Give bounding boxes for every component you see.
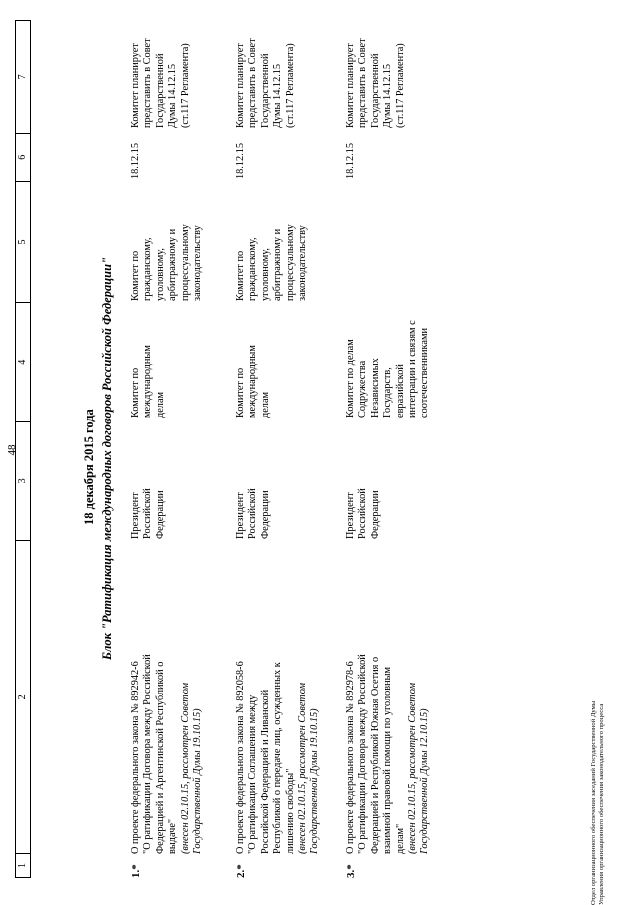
co-committee-line: гражданскому, xyxy=(142,237,154,301)
table-row xyxy=(130,20,240,878)
committee-line: евразийской xyxy=(394,364,406,418)
bill-note-line: (внесен 02.10.15, рассмотрен Советом xyxy=(297,682,309,854)
initiator-line: Российской xyxy=(247,488,259,539)
bill-title-line: "О ратификации Договора между Российской xyxy=(142,654,154,854)
column-number: 2 xyxy=(16,540,30,853)
committee-line: международным xyxy=(247,345,259,418)
committee-line: делам xyxy=(154,391,166,418)
bill-title-line: О проекте федерального закона № 892978-6 xyxy=(345,661,356,854)
row-number: 3.* xyxy=(345,864,357,878)
initiator-line: Федерации xyxy=(259,490,271,539)
bill-title-line: Федерацией и Аргентинской Республикой о xyxy=(154,661,166,854)
plan-line: (ст.117 Регламента) xyxy=(179,43,191,128)
responsible-committee xyxy=(130,308,167,418)
review-date: 18.12.15 xyxy=(235,142,246,179)
co-committee-line: гражданскому, xyxy=(247,237,259,301)
column-number: 3 xyxy=(16,421,30,540)
committee-line: Комитет по xyxy=(130,367,141,418)
plan-line: Думы 14.12.15 xyxy=(167,63,179,128)
bill-title-line: выдаче" xyxy=(167,818,179,854)
bill-description xyxy=(345,564,432,854)
bill-title-line: делам" xyxy=(394,823,406,854)
co-committee-line: арбитражному и xyxy=(167,228,179,301)
committee-line: интеграции и связям с xyxy=(407,320,419,418)
co-committee-line: законодательству xyxy=(192,225,204,301)
co-committee-line: Комитет по xyxy=(235,250,246,301)
bill-note-line: Государственной Думы 19.10.15) xyxy=(192,708,204,854)
bill-title-line: "О ратификации Соглашения между xyxy=(247,694,259,854)
review-date: 18.12.15 xyxy=(130,142,141,179)
committee-line: Государств, xyxy=(382,367,394,418)
co-committee-line: законодательству xyxy=(297,225,309,301)
co-committee-line: Комитет по xyxy=(130,250,141,301)
footer-line: Отдел организационного обеспечения заседаний Государственной Думы xyxy=(590,700,597,905)
column-number: 7 xyxy=(17,74,28,80)
co-committee xyxy=(130,181,204,301)
plan-line: представить в Совет xyxy=(247,38,259,128)
initiator-line: Российской xyxy=(357,488,369,539)
committee-line: Комитет по xyxy=(235,367,246,418)
co-committee-line: уголовному, xyxy=(154,248,166,301)
plan-line: Думы 14.12.15 xyxy=(382,63,394,128)
column-number-row xyxy=(15,20,31,878)
column-number: 4 xyxy=(16,302,30,421)
co-committee xyxy=(235,181,309,301)
review-date: 18.12.15 xyxy=(345,142,356,179)
co-committee-line: арбитражному и xyxy=(272,228,284,301)
footer xyxy=(590,545,606,905)
row-number: 1.* xyxy=(130,864,142,878)
bill-title-line: Российской Федерацией и Ливанской xyxy=(259,689,271,854)
plan-line: Комитет планирует xyxy=(130,43,141,128)
co-committee-line: процессуальному xyxy=(284,224,296,301)
page-number: 48 xyxy=(6,444,18,456)
bill-note-line: (внесен 02.10.15, рассмотрен Советом xyxy=(407,682,419,854)
footer-line: Управления организационного обеспечения законодательного процесса xyxy=(598,703,605,905)
plan-line: представить в Совет xyxy=(142,38,154,128)
initiator xyxy=(130,479,167,539)
table-row xyxy=(235,20,345,878)
bill-note-line: (внесен 02.10.15, рассмотрен Советом xyxy=(179,682,191,854)
plan-line: Комитет планирует xyxy=(235,43,246,128)
committee-plan xyxy=(130,18,192,128)
initiator-line: Президент xyxy=(130,492,141,539)
plan-line: представить в Совет xyxy=(357,38,369,128)
plan-line: Государственной xyxy=(369,53,381,128)
initiator xyxy=(345,479,382,539)
plan-line: Думы 14.12.15 xyxy=(272,63,284,128)
column-number: 5 xyxy=(16,181,30,303)
column-number: 6 xyxy=(16,133,30,181)
plan-line: Государственной xyxy=(259,53,271,128)
plan-line: (ст.117 Регламента) xyxy=(284,43,296,128)
responsible-committee xyxy=(235,308,272,418)
bill-title-line: О проекте федерального закона № 892942-6 xyxy=(130,661,141,854)
initiator-line: Российской xyxy=(142,488,154,539)
bill-note-line: Государственной Думы 19.10.15) xyxy=(309,708,321,854)
initiator-line: Президент xyxy=(235,492,246,539)
committee-line: Содружества xyxy=(357,360,369,418)
co-committee-line: процессуальному xyxy=(179,224,191,301)
committee-line: делам xyxy=(259,391,271,418)
table-row xyxy=(345,20,455,878)
committee-plan xyxy=(235,18,297,128)
committee-plan xyxy=(345,18,407,128)
initiator-line: Президент xyxy=(345,492,356,539)
committee-line: Независимых xyxy=(369,358,381,418)
committee-line: Комитет по делам xyxy=(345,339,356,418)
bill-description xyxy=(130,564,204,854)
section-date: 18 декабря 2015 года xyxy=(82,409,96,525)
plan-line: (ст.117 Регламента) xyxy=(394,43,406,128)
bill-title-line: "О ратификации Договора между Российской xyxy=(357,654,369,854)
committee-line: соотечественниками xyxy=(419,328,431,418)
committee-line: международным xyxy=(142,345,154,418)
initiator xyxy=(235,479,272,539)
bill-title-line: О проекте федерального закона № 892058-6 xyxy=(235,661,246,854)
plan-line: Комитет планирует xyxy=(345,43,356,128)
block-title: Блок "Ратификация международных договоров Российской Федерации" xyxy=(100,256,114,660)
initiator-line: Федерации xyxy=(369,490,381,539)
plan-line: Государственной xyxy=(154,53,166,128)
bill-title-line: Республикой о передаче лиц, осужденных к xyxy=(272,662,284,854)
bill-note-line: Государственной Думы 12.10.15) xyxy=(419,708,431,854)
responsible-committee xyxy=(345,308,432,418)
row-number: 2.* xyxy=(235,864,247,878)
bill-title-line: взаимной правовой помощи по уголовным xyxy=(382,666,394,854)
co-committee-line: уголовному, xyxy=(259,248,271,301)
initiator-line: Федерации xyxy=(154,490,166,539)
bill-title-line: Федерацией и Республикой Южная Осетия о xyxy=(369,656,381,854)
column-number: 1 xyxy=(16,853,30,877)
bill-title-line: лишению свободы" xyxy=(284,768,296,854)
bill-description xyxy=(235,564,322,854)
